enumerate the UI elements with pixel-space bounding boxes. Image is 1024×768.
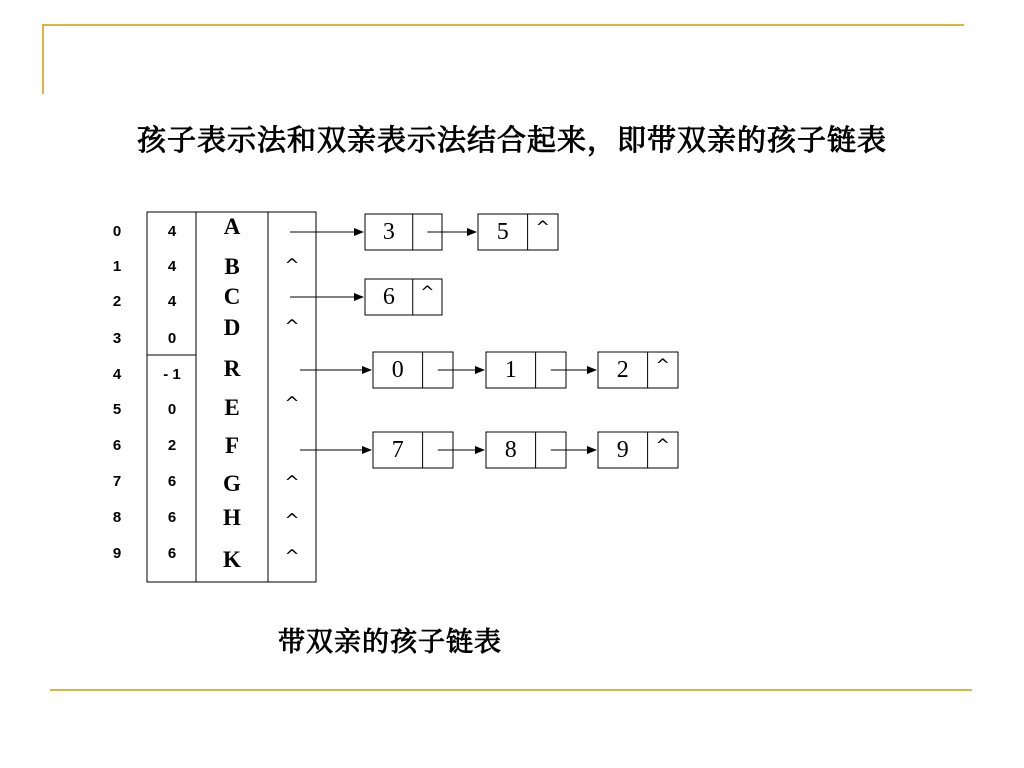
parent-value: 6 [167,509,177,526]
row-index: 2 [112,293,122,310]
child-node-index: 8 [504,437,517,463]
node-data-label: C [223,284,241,309]
row-index: 6 [112,437,122,454]
null-pointer-symbol: ^ [535,218,550,238]
parent-value: 4 [167,223,177,240]
null-pointer-symbol: ^ [655,356,670,376]
row-index: 0 [112,223,122,240]
child-node-index: 5 [496,219,509,245]
node-data-label: B [224,254,240,279]
node-data-label: F [224,433,240,458]
node-data-label: E [224,395,240,420]
row-index: 8 [112,509,122,526]
node-data-label: G [223,471,241,496]
diagram-caption: 带双亲的孩子链表 [278,627,502,658]
child-node-index: 2 [616,357,629,383]
row-index: 3 [112,330,122,347]
row-index: 7 [112,473,122,490]
child-node-index: 7 [391,437,404,463]
parent-value: 0 [167,401,177,418]
row-index: 4 [112,366,122,383]
child-node-index: 9 [616,437,629,463]
parent-value: - 1 [163,366,181,383]
null-pointer-symbol: ^ [284,546,300,567]
node-data-label: K [223,547,241,572]
child-node-index: 3 [382,219,395,245]
null-pointer-symbol: ^ [284,510,300,531]
null-pointer-symbol: ^ [284,472,300,493]
null-pointer-symbol: ^ [655,436,670,456]
child-node-index: 6 [382,284,395,310]
parent-value: 2 [167,437,177,454]
null-pointer-symbol: ^ [284,316,300,337]
row-index: 1 [112,258,122,275]
row-index: 9 [112,545,122,562]
row-index: 5 [112,401,122,418]
parent-value: 6 [167,473,177,490]
child-node-index: 0 [391,357,404,383]
parent-value: 6 [167,545,177,562]
node-data-label: A [223,214,241,239]
parent-value: 4 [167,258,177,275]
null-pointer-symbol: ^ [420,283,435,303]
null-pointer-symbol: ^ [284,393,300,414]
node-data-label: H [223,505,241,530]
null-pointer-symbol: ^ [284,255,300,276]
child-node-index: 1 [504,357,517,383]
parent-value: 4 [167,293,177,310]
slide-title: 孩子表示法和双亲表示法结合起来，即带双亲的孩子链表 [136,123,887,157]
node-data-label: D [223,315,241,340]
parent-value: 0 [167,330,177,347]
node-data-label: R [223,356,241,381]
